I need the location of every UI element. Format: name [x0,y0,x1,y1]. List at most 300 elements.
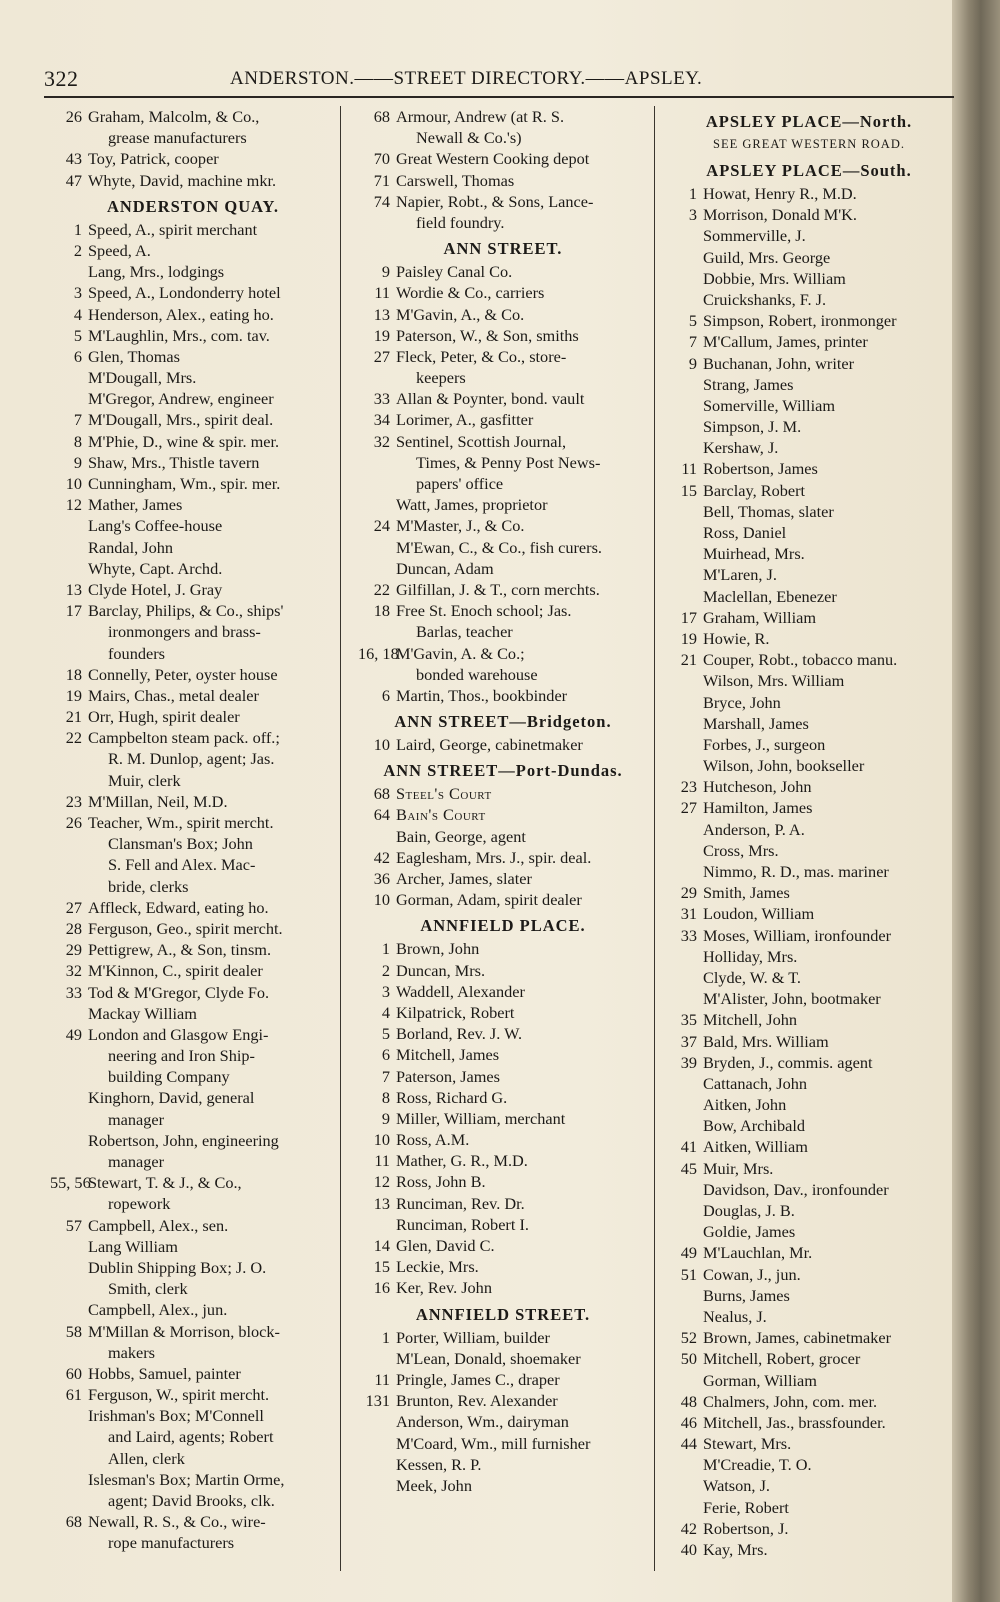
directory-entry [665,1136,953,1157]
directory-entry [665,1179,953,1200]
directory-entry [50,1321,336,1342]
entry-text: Watt, James, proprietor [396,495,548,515]
directory-entry [358,1066,648,1087]
house-number: 68 [373,784,390,804]
house-number: 27 [373,346,390,366]
directory-entry [665,395,953,416]
house-number: 13 [65,579,82,599]
entry-text: M'Gregor, Andrew, engineer [88,389,274,409]
entry-text: Eaglesham, Mrs. J., spir. deal. [396,847,592,867]
directory-entry [665,1454,953,1475]
entry-text: Mather, James [88,495,183,515]
entry-text: Kinghorn, David, general [88,1088,255,1108]
street-heading: ANN STREET. [443,239,563,259]
house-number: 64 [373,805,390,825]
entry-text: Dobbie, Mrs. William [703,268,846,288]
entry-text: Watson, J. [703,1476,770,1496]
entry-text: Morrison, Donald M'K. [703,205,857,225]
entry-text: Barclay, Robert [703,480,806,500]
house-number: 10 [373,890,390,910]
entry-text: Couper, Robt., tobacco manu. [703,650,898,670]
entry-text: M'Ewan, C., & Co., fish curers. [396,537,602,557]
directory-entry [665,1052,953,1073]
directory-column-3 [665,106,953,1560]
house-number: 8 [381,1087,390,1107]
house-number: 33 [65,982,82,1002]
entry-text: Duncan, Adam [396,558,494,578]
directory-entry [50,1299,336,1320]
directory-entry [665,1009,953,1030]
directory-entry [358,346,648,367]
directory-entry [50,1087,336,1108]
entry-text: M'Dougall, Mrs., spirit deal. [88,410,274,430]
directory-entry [50,1003,336,1024]
entry-text: Graham, William [703,607,816,627]
house-number: 42 [680,1518,697,1538]
entry-text: Lang William [88,1236,178,1256]
entry-text: Speed, A. [88,240,151,260]
house-number: 46 [680,1412,697,1432]
entry-text: Anderson, P. A. [703,819,805,839]
entry-text: Henderson, Alex., eating ho. [88,304,274,324]
house-number: 5 [381,1024,390,1044]
house-number: 7 [381,1066,390,1086]
entry-text: Paisley Canal Co. [396,262,513,282]
column-divider [340,106,341,1571]
header-rule [44,96,954,98]
directory-entry [358,1369,648,1390]
entry-text: Connelly, Peter, oyster house [88,664,278,684]
directory-entry [50,791,336,812]
entry-continuation: agent; David Brooks, clk. [108,1491,275,1510]
directory-entry [665,1348,953,1369]
directory-entry [358,868,648,889]
house-number: 8 [73,431,82,451]
entry-text: M'Coard, Wm., mill furnisher [396,1433,591,1453]
house-number: 61 [65,1385,82,1405]
directory-entry [50,939,336,960]
entry-text: Holliday, Mrs. [703,946,798,966]
entry-text: Runciman, Rev. Dr. [396,1193,525,1213]
directory-entry [665,1518,953,1539]
entry-continuation: Barlas, teacher [416,622,513,642]
directory-entry [50,148,336,169]
entry-continuation: R. M. Dunlop, agent; Jas. [108,749,275,769]
house-number: 19 [373,325,390,345]
directory-entry [50,304,336,325]
directory-entry [665,1327,953,1348]
directory-entry [50,325,336,346]
entry-text: Barclay, Philips, & Co., ships' [88,601,284,621]
entry-text: Speed, A., Londonderry hotel [88,283,281,303]
directory-entry [358,191,648,212]
entry-text: Pringle, James C., draper [396,1369,560,1389]
entry-text: Whyte, David, machine mkr. [88,170,277,190]
entry-continuation: ropework [108,1194,171,1214]
entry-text: Mairs, Chas., metal dealer [88,685,259,705]
directory-entry [50,1172,336,1193]
directory-entry [665,204,953,225]
entry-text: M'Master, J., & Co. [396,516,525,536]
house-number: 33 [680,925,697,945]
entry-text: Somerville, William [703,395,835,415]
entry-text: Gorman, William [703,1370,817,1390]
directory-entry [665,1285,953,1306]
house-number: 48 [680,1391,697,1411]
entry-continuation: Muir, clerk [108,770,181,790]
street-heading: APSLEY PLACE—South. [706,161,912,180]
column-divider [654,106,655,1571]
directory-entry [358,685,648,706]
directory-entry [50,219,336,240]
directory-entry [665,416,953,437]
entry-text: Campbell, Alex., sen. [88,1215,229,1235]
entry-text: Sommerville, J. [703,226,806,246]
directory-entry [358,170,648,191]
entry-text: Howie, R. [703,628,770,648]
entry-text: Bryden, J., commis. agent [703,1052,873,1072]
entry-text: M'Gavin, A., & Co. [396,304,525,324]
entry-continuation: makers [108,1342,156,1362]
entry-text: Wordie & Co., carriers [396,283,545,303]
house-number: 22 [373,579,390,599]
entry-text: London and Glasgow Engi- [88,1024,269,1044]
running-head: ANDERSTON.——STREET DIRECTORY.——APSLEY. [230,68,703,89]
house-number: 39 [680,1052,697,1072]
directory-entry [358,1411,648,1432]
entry-text: Davidson, Dav., ironfounder [703,1179,889,1199]
directory-entry [50,982,336,1003]
directory-entry [665,607,953,628]
directory-entry [665,861,953,882]
directory-entry [50,558,336,579]
house-number: 49 [680,1243,697,1263]
entry-text: Brown, James, cabinetmaker [703,1328,892,1348]
house-number: 70 [373,149,390,169]
house-number: 24 [373,516,390,536]
entry-text: Muir, Mrs. [703,1158,774,1178]
house-number: 13 [373,304,390,324]
directory-entry [50,897,336,918]
house-number: 12 [373,1172,390,1192]
entry-text: Clyde Hotel, J. Gray [88,579,223,599]
house-number: 19 [680,628,697,648]
directory-entry [665,543,953,564]
directory-entry [665,268,953,289]
directory-entry [665,734,953,755]
directory-entry [665,247,953,268]
directory-entry [665,374,953,395]
house-number: 23 [65,791,82,811]
directory-entry [50,1405,336,1426]
directory-entry [358,388,648,409]
directory-entry [50,106,336,127]
entry-text: Strang, James [703,374,794,394]
entry-text: Archer, James, slater [396,869,532,888]
entry-continuation: grease manufacturers [108,128,247,148]
directory-entry [665,1370,953,1391]
directory-entry [358,804,648,825]
directory-entry [665,903,953,924]
entry-text: Gilfillan, J. & T., corn merchts. [396,579,600,599]
entry-continuation: rope manufacturers [108,1533,235,1553]
entry-text: Simpson, J. M. [703,417,802,437]
house-number: 52 [680,1328,697,1348]
entry-continuation: keepers [416,368,466,388]
directory-entry [665,797,953,818]
entry-text: Porter, William, builder [396,1327,550,1347]
entry-text: Stewart, Mrs. [703,1434,792,1454]
entry-text: Loudon, William [703,904,815,924]
entry-continuation: manager [108,1109,165,1129]
directory-entry [665,225,953,246]
house-number: 45 [680,1158,697,1178]
entry-text: M'Millan, Neil, M.D. [88,791,228,811]
house-number: 3 [381,981,390,1001]
entry-text: Allan & Poynter, bond. vault [396,389,585,409]
directory-entry [50,706,336,727]
directory-column-2 [358,106,648,1496]
house-number: 28 [65,918,82,938]
entry-continuation: Times, & Penny Post News- [416,452,601,472]
entry-text: M'Gavin, A. & Co.; [396,643,525,663]
entry-continuation: ironmongers and brass- [108,622,261,642]
directory-entry [358,1235,648,1256]
directory-entry [665,310,953,331]
house-number: 17 [680,607,697,627]
house-number: 11 [374,1151,390,1171]
street-heading: ANNFIELD STREET. [415,1304,591,1324]
directory-entry [358,847,648,868]
entry-text: Bain, George, agent [396,826,526,846]
directory-entry [665,967,953,988]
house-number: 11 [374,1369,390,1389]
directory-entry [665,713,953,734]
house-number: 41 [680,1137,697,1157]
house-number: 42 [373,847,390,867]
directory-entry [50,367,336,388]
entry-text: M'Lean, Donald, shoemaker [396,1348,581,1368]
entry-text: Moses, William, ironfounder [703,925,892,945]
directory-entry [665,776,953,797]
entry-text: Lang, Mrs., lodgings [88,262,225,282]
house-number: 60 [65,1363,82,1383]
entry-continuation: founders [108,643,165,663]
entry-continuation: Smith, clerk [108,1279,188,1299]
directory-entry [665,628,953,649]
entry-text: Free St. Enoch school; Jas. [396,601,572,621]
entry-text: Bryce, John [703,692,781,712]
entry-text: Nealus, J. [703,1306,767,1326]
house-number: 10 [65,474,82,493]
directory-entry [358,282,648,303]
directory-entry [358,558,648,579]
entry-text: M'Callum, James, printer [703,332,868,352]
directory-entry [665,1433,953,1454]
directory-entry [358,1277,648,1298]
house-number: 15 [680,480,697,500]
street-heading: ANDERSTON QUAY. [106,196,280,216]
directory-entry [665,501,953,522]
directory-entry [50,1236,336,1257]
directory-entry [665,1306,953,1327]
house-number: 31 [680,904,697,924]
entry-text: Gorman, Adam, spirit dealer [396,890,582,910]
house-number: 9 [381,1108,390,1128]
directory-entry [50,473,336,494]
directory-entry [358,304,648,325]
entry-text: Cruickshanks, F. J. [703,289,827,309]
directory-entry [50,918,336,939]
entry-text: Paterson, James [396,1066,500,1086]
entry-text: M'Laughlin, Mrs., com. tav. [88,325,270,345]
directory-entry [358,1390,648,1411]
directory-entry [665,1475,953,1496]
entry-text: Robertson, John, engineering [88,1130,279,1150]
house-number: 131 [365,1391,390,1411]
directory-entry [665,925,953,946]
house-number: 36 [373,869,390,888]
entry-text: Stewart, T. & J., & Co., [88,1173,242,1193]
house-number: 44 [680,1434,697,1454]
directory-entry [358,938,648,959]
directory-entry [665,819,953,840]
house-number: 21 [65,707,82,727]
house-number: 27 [680,798,697,818]
entry-text: Cunningham, Wm., spir. mer. [88,474,281,493]
entry-text: Campbelton steam pack. off.; [88,728,280,748]
entry-text: Chalmers, John, com. mer. [703,1391,878,1411]
entry-text: Hamilton, James [703,798,813,818]
directory-entry [358,1475,648,1496]
entry-text: Bain's Court [396,805,486,825]
directory-entry [50,1384,336,1405]
directory-entry [665,840,953,861]
directory-entry [50,1363,336,1384]
directory-entry [358,325,648,346]
directory-entry [358,1214,648,1235]
directory-entry [665,1539,953,1560]
directory-entry [665,1412,953,1433]
directory-entry [358,261,648,282]
entry-text: Napier, Robt., & Sons, Lance- [396,191,594,211]
entry-text: Kershaw, J. [703,438,779,458]
entry-text: Hutcheson, John [703,777,812,797]
entry-text: Brown, John [396,939,480,959]
entry-text: Fleck, Peter, & Co., store- [396,346,567,366]
house-number: 26 [65,107,82,126]
directory-entry [665,353,953,374]
directory-entry [358,643,648,664]
house-number: 57 [65,1215,82,1235]
entry-continuation: neering and Iron Ship- [108,1046,255,1066]
entry-text: Lorimer, A., gasfitter [396,410,534,430]
directory-entry [665,564,953,585]
page-number: 322 [44,66,79,91]
entry-text: Mitchell, Robert, grocer [703,1349,861,1369]
directory-entry [358,1348,648,1369]
entry-text: Goldie, James [703,1222,796,1242]
directory-entry [50,170,336,191]
entry-text: Whyte, Capt. Archd. [88,558,223,578]
house-number: 34 [373,410,390,430]
entry-text: M'Kinnon, C., spirit dealer [88,961,263,981]
house-number: 11 [681,459,697,479]
house-number: 15 [373,1257,390,1277]
entry-text: Great Western Cooking depot [396,149,590,169]
entry-continuation: manager [108,1152,165,1171]
directory-entry [665,480,953,501]
directory-entry [665,331,953,352]
directory-entry [665,1497,953,1518]
directory-entry [50,579,336,600]
entry-text: Laird, George, cabinetmaker [396,735,583,755]
directory-entry [358,579,648,600]
directory-entry [665,1115,953,1136]
entry-text: Robertson, James [703,459,818,479]
directory-entry [50,1215,336,1236]
entry-text: Nimmo, R. D., mas. mariner [703,862,889,881]
directory-entry [50,409,336,430]
entry-text: Duncan, Mrs. [396,960,486,980]
directory-entry [358,409,648,430]
directory-entry [358,1256,648,1277]
entry-text: Guild, Mrs. George [703,247,831,267]
directory-entry [665,437,953,458]
directory-entry [358,600,648,621]
directory-entry [665,1391,953,1412]
directory-entry [50,282,336,303]
directory-column-1 [50,106,336,1554]
house-number: 3 [73,283,82,303]
directory-entry [665,1221,953,1242]
directory-entry [358,494,648,515]
entry-text: Kessen, R. P. [396,1454,482,1474]
directory-entry [665,1094,953,1115]
house-number: 12 [65,495,82,515]
house-number: 5 [688,311,697,331]
directory-entry [50,1024,336,1045]
house-number: 68 [65,1512,82,1532]
entry-continuation: Allen, clerk [108,1448,185,1468]
entry-text: Steel's Court [396,784,492,804]
house-number: 29 [680,883,697,903]
house-number: 68 [373,107,390,126]
entry-text: Forbes, J., surgeon [703,734,826,754]
house-number: 17 [65,601,82,621]
directory-entry [665,1200,953,1221]
directory-entry [50,261,336,282]
entry-continuation: bride, clerks [108,876,189,896]
entry-text: Pettigrew, A., & Son, tinsm. [88,940,272,960]
entry-text: Dublin Shipping Box; J. O. [88,1257,267,1277]
directory-entry [358,148,648,169]
house-number: 10 [373,1130,390,1150]
directory-entry [358,1454,648,1475]
house-number: 35 [680,1010,697,1030]
entry-text: Graham, Malcolm, & Co., [88,107,260,126]
entry-text: Buchanan, John, writer [703,353,855,373]
entry-text: Ross, Daniel [703,523,787,542]
entry-text: Bow, Archibald [703,1116,806,1136]
entry-text: Wilson, John, bookseller [703,756,865,776]
entry-text: M'Alister, John, bootmaker [703,989,881,1009]
entry-text: Anderson, Wm., dairyman [396,1412,569,1432]
entry-text: M'Lauchlan, Mr. [703,1243,813,1263]
house-number: 43 [65,149,82,169]
directory-entry [50,812,336,833]
entry-continuation: bonded warehouse [416,664,538,684]
